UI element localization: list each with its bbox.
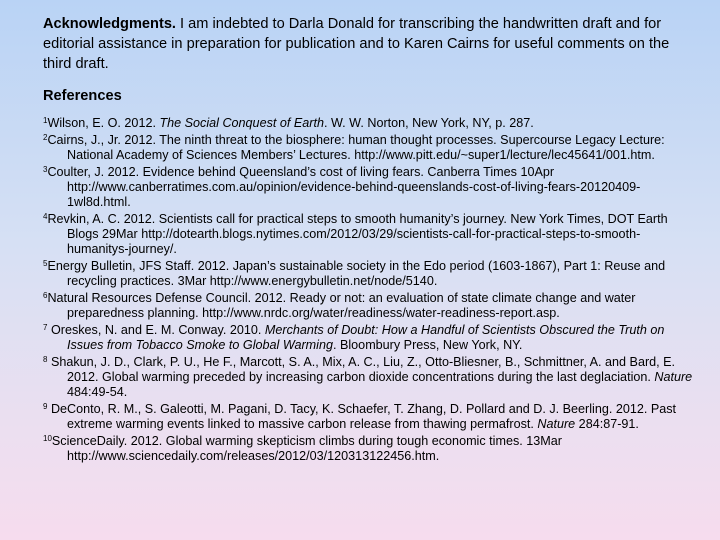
acknowledgments-heading: Acknowledgments. [43, 16, 176, 32]
reference-text: Energy Bulletin, JFS Staff. 2012. Japan’s sustainable society in the Edo period (1603-1867), Part 1: Reuse and recycling practices. 3Mar http://www.energybulletin.net/node/5140. [47, 259, 666, 288]
reference-number: 4 [43, 212, 48, 221]
acknowledgments-text: I am indebted to Darla Donald for transcribing the handwritten draft and for editorial assistance in preparation for publication and to Karen Cairns for useful comments on the third draft. [43, 16, 670, 72]
reference-number: 5 [43, 259, 48, 268]
reference-text: ScienceDaily. 2012. Global warming skepticism climbs during tough economic times. 13Mar http://www.sciencedaily.com/releases/2012/03/120313122456.htm. [51, 434, 562, 463]
reference-item [43, 133, 693, 163]
reference-italic: Merchants of Doubt: How a Handful of Scientists Obscured the Truth on Issues from Tobacco Smoke to Global Warming [67, 323, 665, 352]
reference-text: Revkin, A. C. 2012. Scientists call for practical steps to smooth humanity’s journey. New York Times, DOT Earth Blogs 29Mar http://dotearth.blogs.nytimes.com/2012/03/29/scientists-call-for-practical-steps-to-smooth-humanitys-journey/. [47, 212, 668, 256]
reference-number: 2 [43, 133, 48, 142]
reference-number: 3 [43, 165, 48, 174]
reference-item [43, 212, 693, 257]
reference-text: Shakun, J. D., Clark, P. U., He F., Marcott, S. A., Mix, A. C., Liu, Z., Otto-Bliesner, B., Schmittner, A. and Bard, E. 2012. Global warming preceded by increasing carbon dioxide concentrations during the last deglaciation. [47, 355, 676, 384]
slide-content [43, 14, 693, 466]
reference-text-tail: 484:49-54. [67, 385, 128, 399]
reference-text: Wilson, E. O. 2012. [47, 116, 160, 130]
reference-text-tail: . Bloombury Press, New York, NY. [332, 338, 523, 352]
reference-text-tail: 284:87-91. [575, 417, 639, 431]
reference-text: DeConto, R. M., S. Galeotti, M. Pagani, D. Tacy, K. Schaefer, T. Zhang, D. Pollard and D. J. Beerling. 2012. Past extreme warming events linked to massive carbon release from thawing permafrost. [47, 402, 677, 431]
reference-number: 7 [43, 323, 48, 332]
reference-number: 1 [43, 116, 48, 125]
reference-text: Oreskes, N. and E. M. Conway. 2010. [47, 323, 265, 337]
reference-number: 6 [43, 291, 48, 300]
reference-italic: Nature [537, 417, 576, 431]
reference-italic: The Social Conquest of Earth [159, 116, 324, 130]
acknowledgments-paragraph [43, 14, 693, 74]
reference-item [43, 355, 693, 400]
reference-number: 8 [43, 355, 48, 364]
reference-text: Natural Resources Defense Council. 2012. Ready or not: an evaluation of state climate change and water preparedness planning. http://www.nrdc.org/water/readiness/water-readiness-report.asp. [47, 291, 636, 320]
reference-item [43, 291, 693, 321]
reference-italic: Nature [654, 370, 693, 384]
reference-number: 9 [43, 402, 48, 411]
references-list [43, 116, 693, 464]
reference-item [43, 165, 693, 210]
reference-text-tail: . W. W. Norton, New York, NY, p. 287. [323, 116, 534, 130]
reference-text: Coulter, J. 2012. Evidence behind Queensland’s cost of living fears. Canberra Times 10Apr http://www.canberratimes.com.au/opinion/evidence-behind-queenslands-cost-of-living-fears-20120409-1wl8d.html. [47, 165, 641, 209]
reference-item [43, 402, 693, 432]
reference-item [43, 116, 693, 131]
reference-item [43, 259, 693, 289]
reference-text: Cairns, J., Jr. 2012. The ninth threat to the biosphere: human thought processes. Supercourse Legacy Lecture: National Academy of Sciences Members’ Lectures. http://www.pitt.edu/~super1/lecture/lec45641/001.htm. [47, 133, 665, 162]
reference-item [43, 323, 693, 353]
reference-item [43, 434, 693, 464]
reference-number: 10 [43, 434, 52, 443]
references-heading: References [43, 88, 122, 104]
